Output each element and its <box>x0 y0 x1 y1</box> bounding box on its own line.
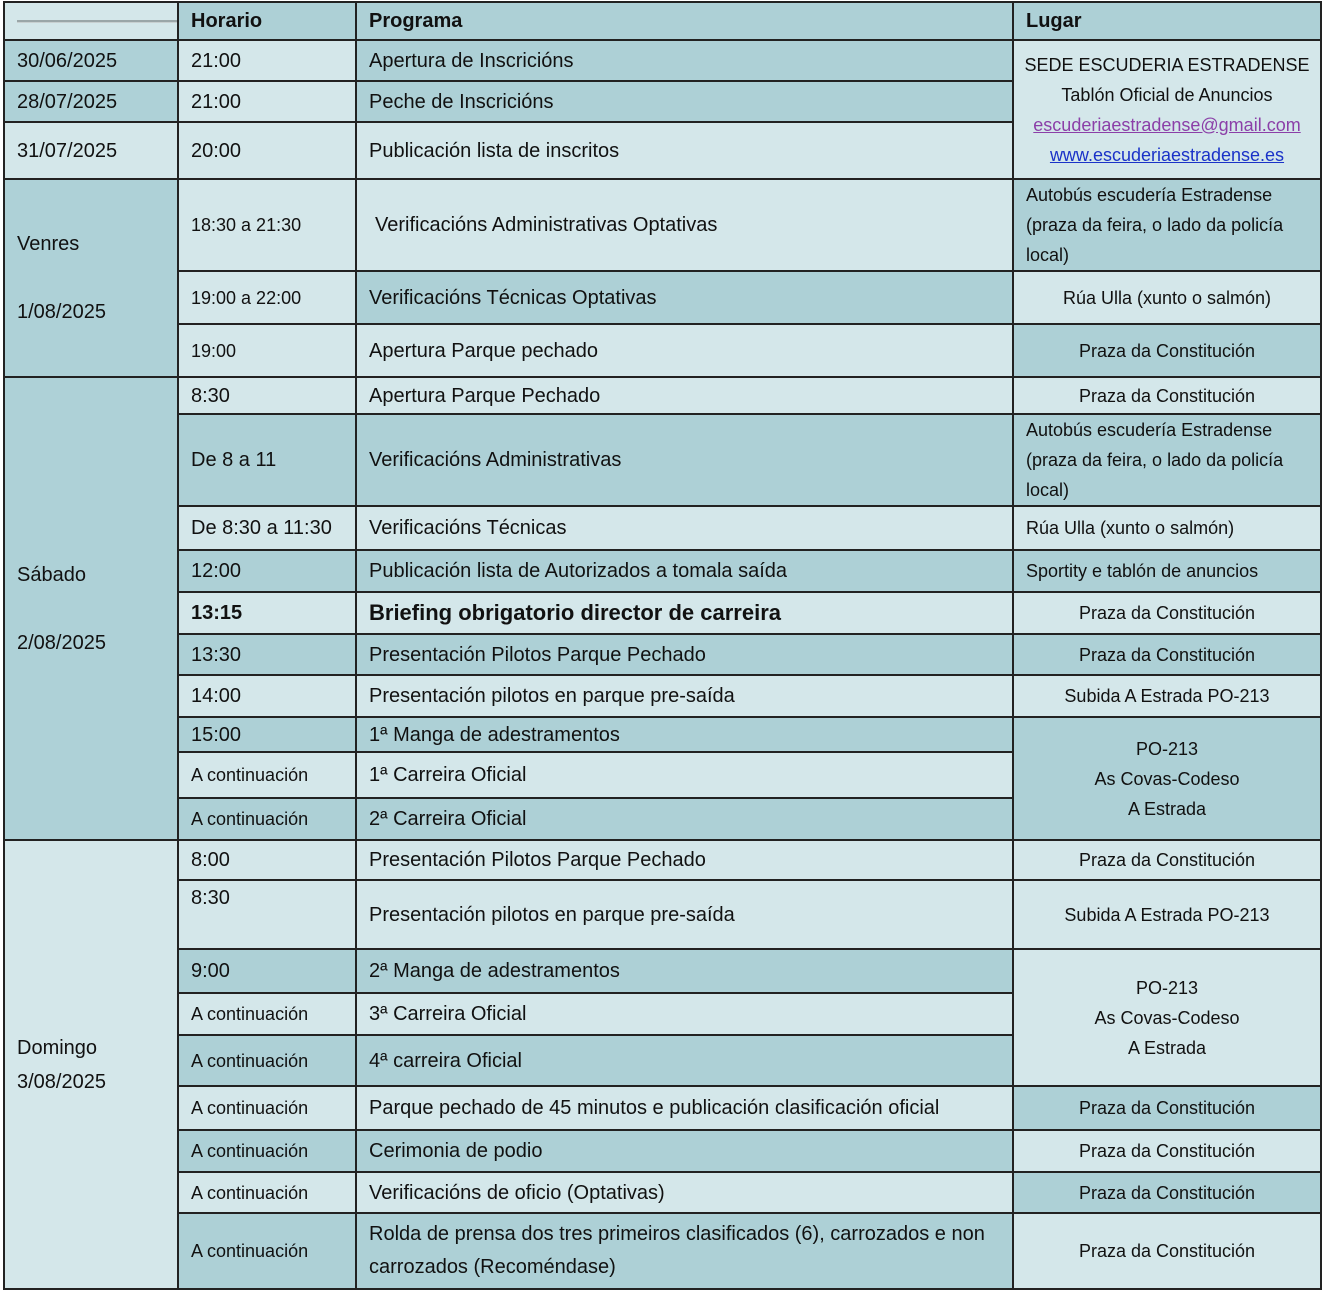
time-cell: 15:00 <box>178 717 356 752</box>
date-cell: 28/07/2025 <box>4 81 178 122</box>
time-cell: 13:30 <box>178 634 356 675</box>
place-line: SEDE ESCUDERIA ESTRADENSE <box>1024 54 1310 75</box>
place-cell: Subida A Estrada PO-213 <box>1013 675 1321 717</box>
program-cell: Apertura de Inscricións <box>356 40 1013 81</box>
table-row <box>4 506 1321 550</box>
sede-place-cell <box>1013 40 1321 179</box>
place-line: PO-213 <box>1135 977 1199 998</box>
place-cell: Rúa Ulla (xunto o salmón) <box>1013 271 1321 324</box>
program-cell: 4ª carreira Oficial <box>356 1035 1013 1086</box>
place-cell: Praza da Constitución <box>1013 634 1321 675</box>
place-cell: Sportity e tablón de anuncios <box>1013 550 1321 592</box>
place-cell: Praza da Constitución <box>1013 1130 1321 1172</box>
time-cell: De 8 a 11 <box>178 414 356 506</box>
table-row <box>4 592 1321 634</box>
table-row <box>4 179 1321 271</box>
time-cell: 19:00 <box>178 324 356 377</box>
day-date: 1/08/2025 <box>17 301 106 323</box>
time-cell: A continuación <box>178 1130 356 1172</box>
website-link[interactable]: www.escuderiaestradense.es <box>1049 144 1285 165</box>
program-cell: Briefing obrigatorio director de carreira <box>356 592 1013 634</box>
table-row <box>4 1213 1321 1289</box>
program-cell: Apertura Parque pechado <box>356 324 1013 377</box>
header-horario: Horario <box>178 2 356 40</box>
day-cell-saturday <box>4 377 178 840</box>
time-cell: 12:00 <box>178 550 356 592</box>
time-cell: 18:30 a 21:30 <box>178 179 356 271</box>
program-cell: Presentación pilotos en parque pre-saída <box>356 675 1013 717</box>
program-cell: Publicación lista de Autorizados a tomala saída <box>356 550 1013 592</box>
table-row <box>4 1172 1321 1213</box>
schedule-table <box>3 1 1322 1290</box>
header-row <box>4 2 1321 40</box>
time-cell: De 8:30 a 11:30 <box>178 506 356 550</box>
program-cell: Apertura Parque Pechado <box>356 377 1013 414</box>
program-cell: Presentación Pilotos Parque Pechado <box>356 634 1013 675</box>
time-cell: 19:00 a 22:00 <box>178 271 356 324</box>
program-cell: 2ª Carreira Oficial <box>356 798 1013 840</box>
table-row <box>4 949 1321 993</box>
table-row <box>4 840 1321 880</box>
program-cell: Presentación Pilotos Parque Pechado <box>356 840 1013 880</box>
program-cell: Verificacións Técnicas <box>356 506 1013 550</box>
time-cell: 8:30 <box>178 377 356 414</box>
program-cell: Presentación pilotos en parque pre-saída <box>356 880 1013 949</box>
time-cell: 9:00 <box>178 949 356 993</box>
table-row <box>4 40 1321 81</box>
day-cell-friday <box>4 179 178 377</box>
program-cell: 3ª Carreira Oficial <box>356 993 1013 1035</box>
time-cell: A continuación <box>178 1213 356 1289</box>
table-row <box>4 550 1321 592</box>
time-cell: A continuación <box>178 993 356 1035</box>
place-cell: Autobús escudería Estradense (praza da feira, o lado da policía local) <box>1013 414 1321 506</box>
place-line: As Covas-Codeso <box>1094 1007 1240 1028</box>
table-row <box>4 675 1321 717</box>
date-cell: 31/07/2025 <box>4 122 178 179</box>
header-lugar: Lugar <box>1013 2 1321 40</box>
program-cell: Verificacións Técnicas Optativas <box>356 271 1013 324</box>
program-cell: 1ª Carreira Oficial <box>356 752 1013 798</box>
program-cell: Publicación lista de inscritos <box>356 122 1013 179</box>
program-cell: Verificacións Administrativas <box>356 414 1013 506</box>
program-cell: Peche de Inscricións <box>356 81 1013 122</box>
time-cell: A continuación <box>178 1086 356 1130</box>
table-row <box>4 271 1321 324</box>
time-cell: A continuación <box>178 798 356 840</box>
table-row <box>4 717 1321 752</box>
place-line: A Estrada <box>1127 798 1207 819</box>
place-cell: Rúa Ulla (xunto o salmón) <box>1013 506 1321 550</box>
time-cell: 13:15 <box>178 592 356 634</box>
time-cell: 21:00 <box>178 40 356 81</box>
place-line: PO-213 <box>1135 738 1199 759</box>
time-cell: 8:30 <box>178 880 356 949</box>
time-cell: A continuación <box>178 1172 356 1213</box>
place-cell: Subida A Estrada PO-213 <box>1013 880 1321 949</box>
place-line: Tablón Oficial de Anuncios <box>1061 84 1273 105</box>
email-link[interactable]: escuderiaestradense@gmail.com <box>1033 114 1301 135</box>
header-blank-cell <box>4 2 178 40</box>
place-cell: Praza da Constitución <box>1013 324 1321 377</box>
table-row <box>4 880 1321 949</box>
time-cell: 20:00 <box>178 122 356 179</box>
place-cell: Praza da Constitución <box>1013 1213 1321 1289</box>
place-cell: Praza da Constitución <box>1013 1172 1321 1213</box>
place-cell: Praza da Constitución <box>1013 592 1321 634</box>
header-divider-line <box>17 20 177 23</box>
time-cell: 14:00 <box>178 675 356 717</box>
day-label: Venres <box>17 233 80 255</box>
day-cell-sunday <box>4 840 178 1289</box>
time-cell: A continuación <box>178 752 356 798</box>
table-row <box>4 414 1321 506</box>
program-cell: Verificacións de oficio (Optativas) <box>356 1172 1013 1213</box>
time-cell: A continuación <box>178 1035 356 1086</box>
table-row <box>4 1086 1321 1130</box>
place-line: A Estrada <box>1127 1037 1207 1058</box>
place-cell: Praza da Constitución <box>1013 377 1321 414</box>
day-label: Sábado <box>17 563 86 586</box>
day-date: 2/08/2025 <box>17 631 106 654</box>
time-cell: 8:00 <box>178 840 356 880</box>
place-cell: Praza da Constitución <box>1013 840 1321 880</box>
program-cell: Cerimonia de podio <box>356 1130 1013 1172</box>
race-place-cell <box>1013 717 1321 840</box>
day-label: Domingo <box>17 1036 98 1059</box>
program-cell: 1ª Manga de adestramentos <box>356 717 1013 752</box>
table-row <box>4 634 1321 675</box>
table-row <box>4 377 1321 414</box>
race-place-cell <box>1013 949 1321 1086</box>
table-row <box>4 324 1321 377</box>
day-date: 3/08/2025 <box>17 1070 106 1093</box>
date-cell: 30/06/2025 <box>4 40 178 81</box>
table-row <box>4 1130 1321 1172</box>
place-cell: Praza da Constitución <box>1013 1086 1321 1130</box>
program-cell: 2ª Manga de adestramentos <box>356 949 1013 993</box>
program-cell: Rolda de prensa dos tres primeiros clasificados (6), carrozados e non carrozados (Recoméndase) <box>356 1213 1013 1289</box>
program-cell: Verificacións Administrativas Optativas <box>356 179 1013 271</box>
program-cell: Parque pechado de 45 minutos e publicación clasificación oficial <box>356 1086 1013 1130</box>
place-line: As Covas-Codeso <box>1094 768 1240 789</box>
place-cell: Autobús escudería Estradense (praza da feira, o lado da policía local) <box>1013 179 1321 271</box>
time-cell: 21:00 <box>178 81 356 122</box>
header-programa: Programa <box>356 2 1013 40</box>
